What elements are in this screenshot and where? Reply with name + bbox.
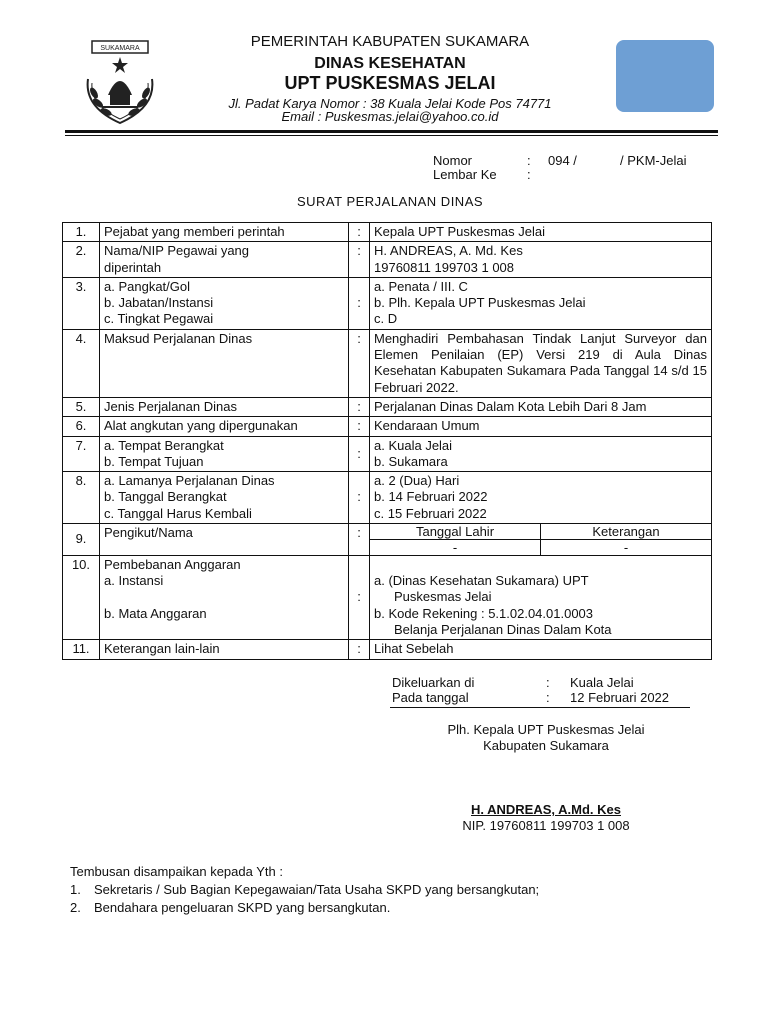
- nomor-label: Nomor: [433, 153, 473, 168]
- row-number: 6.: [63, 417, 100, 436]
- row-label-line: Nama/NIP Pegawai yang: [104, 243, 250, 259]
- row-colon: :: [349, 436, 370, 472]
- header-rule-thin: [65, 135, 718, 136]
- table-row: [63, 397, 712, 416]
- row-number: 7.: [63, 436, 100, 472]
- row-number: 8.: [63, 472, 100, 524]
- cc-item-text: Sekretaris / Sub Bagian Kepegawaian/Tata Usaha SKPD yang bersangkutan;: [94, 882, 540, 897]
- row-number: 5.: [63, 397, 100, 416]
- row-label: Alat angkutan yang dipergunakan: [100, 417, 349, 436]
- row-colon: :: [349, 417, 370, 436]
- table-row: [63, 472, 712, 524]
- nomor-value: 094 /: [548, 153, 577, 168]
- photo-placeholder: [616, 40, 714, 112]
- regency-logo: [70, 37, 170, 127]
- issued-place-colon: :: [546, 675, 550, 690]
- row-value-line: c. D: [374, 311, 398, 327]
- row-colon: :: [349, 524, 370, 556]
- row-number: 1.: [63, 223, 100, 242]
- followers-table: [370, 524, 711, 555]
- issued-place-label: Dikeluarkan di: [392, 675, 475, 690]
- cc-item-number: 2.: [70, 900, 81, 915]
- table-row: [63, 417, 712, 436]
- row-label-line: a. Pangkat/Gol: [104, 278, 190, 294]
- row-value: Perjalanan Dinas Dalam Kota Lebih Dari 8 Jam: [370, 397, 712, 416]
- spacer: [104, 590, 344, 606]
- signatory-position: Plh. Kepala UPT Puskesmas Jelai: [447, 722, 645, 737]
- government-name: PEMERINTAH KABUPATEN SUKAMARA: [250, 33, 530, 50]
- row-label-line: a. Lamanya Perjalanan Dinas: [104, 473, 275, 489]
- row-value: [370, 556, 712, 640]
- spacer: [374, 557, 707, 573]
- row-label-line: b. Mata Anggaran: [104, 605, 207, 621]
- row-value: [370, 436, 712, 472]
- nomor-suffix: / PKM-Jelai: [620, 153, 687, 168]
- row-number: 2.: [63, 242, 100, 278]
- row-label: [100, 472, 349, 524]
- column-header-birthdate: Tanggal Lahir: [370, 524, 541, 540]
- nomor-colon: :: [527, 153, 531, 168]
- row-value-line: a. Kuala Jelai: [374, 437, 453, 453]
- row-label-line: Pembebanan Anggaran: [104, 557, 241, 573]
- svg-text:SUKAMARA: SUKAMARA: [100, 45, 140, 52]
- lembar-colon: :: [527, 167, 531, 182]
- row-label: [100, 277, 349, 329]
- row-value-line: c. 15 Februari 2022: [374, 505, 487, 521]
- issued-place-value: Kuala Jelai: [570, 675, 634, 690]
- row-label-line: diperintah: [104, 259, 162, 275]
- row-value: Lihat Sebelah: [370, 640, 712, 659]
- header-rule-thick: [65, 130, 718, 133]
- agency-name: DINAS KESEHATAN: [314, 55, 466, 72]
- row-number: 10.: [63, 556, 100, 640]
- unit-name: UPT PUSKESMAS JELAI: [284, 73, 496, 93]
- row-value-line: a. (Dinas Kesehatan Sukamara) UPT: [374, 573, 589, 589]
- row-label-line: a. Tempat Berangkat: [104, 437, 224, 453]
- row-number: 9.: [63, 524, 100, 556]
- row-value-line: Belanja Perjalanan Dinas Dalam Kota: [394, 621, 612, 637]
- table-row: [63, 436, 712, 472]
- signatory-name: H. ANDREAS, A.Md. Kes: [471, 802, 621, 817]
- table-row: [63, 277, 712, 329]
- table-row: [63, 524, 712, 556]
- followers-row: [370, 540, 711, 556]
- signatory-region: Kabupaten Sukamara: [483, 738, 609, 753]
- travel-order-table: [62, 222, 712, 660]
- row-label: Keterangan lain-lain: [100, 640, 349, 659]
- cell-birthdate: -: [370, 540, 541, 556]
- table-row: [63, 640, 712, 659]
- row-colon: :: [349, 640, 370, 659]
- table-row: [63, 556, 712, 640]
- row-value-line: b. 14 Februari 2022: [374, 489, 488, 505]
- issued-date-label: Pada tanggal: [392, 690, 469, 705]
- cc-heading: Tembusan disampaikan kepada Yth :: [70, 864, 283, 879]
- row-value: Kendaraan Umum: [370, 417, 712, 436]
- row-label-line: b. Jabatan/Instansi: [104, 295, 214, 311]
- document-title: SURAT PERJALANAN DINAS: [296, 194, 484, 209]
- row-label-line: c. Tanggal Harus Kembali: [104, 505, 252, 521]
- cc-item-number: 1.: [70, 882, 81, 897]
- row-colon: :: [349, 223, 370, 242]
- row-label-line: c. Tingkat Pegawai: [104, 311, 214, 327]
- row-label: Jenis Perjalanan Dinas: [100, 397, 349, 416]
- issued-rule: [390, 707, 690, 708]
- row-value: [370, 524, 712, 556]
- row-value-line: Puskesmas Jelai: [394, 589, 492, 605]
- row-colon: :: [349, 277, 370, 329]
- row-value: [370, 277, 712, 329]
- row-value-line: a. 2 (Dua) Hari: [374, 473, 460, 489]
- table-row: [63, 329, 712, 397]
- row-number: 11.: [63, 640, 100, 659]
- address: Jl. Padat Karya Nomor : 38 Kuala Jelai Kode Pos 74771: [228, 96, 552, 111]
- row-value: [370, 472, 712, 524]
- signatory-nip: NIP. 19760811 199703 1 008: [462, 818, 630, 833]
- row-label: [100, 436, 349, 472]
- row-value-line: a. Penata / III. C: [374, 278, 468, 294]
- row-value-line: b. Sukamara: [374, 453, 448, 469]
- row-label-line: b. Tanggal Berangkat: [104, 489, 227, 505]
- row-number: 4.: [63, 329, 100, 397]
- employee-nip: 19760811 199703 1 008: [374, 259, 515, 275]
- row-value: [370, 242, 712, 278]
- row-colon: :: [349, 556, 370, 640]
- email: Email : Puskesmas.jelai@yahoo.co.id: [281, 109, 499, 124]
- row-value-line: b. Plh. Kepala UPT Puskesmas Jelai: [374, 295, 586, 311]
- row-colon: :: [349, 242, 370, 278]
- column-header-notes: Keterangan: [541, 524, 712, 540]
- row-label-text: a. Instansi: [104, 573, 164, 589]
- lembar-label: Lembar Ke: [433, 167, 497, 182]
- row-value: Menghadiri Pembahasan Tindak Lanjut Surveyor dan Elemen Penilaian (EP) Versi 219 di Aula Dinas Kesehatan Kabupaten Sukamara Pada Tanggal 14 s/d 15 Februari 2022.: [370, 329, 712, 397]
- row-colon: :: [349, 397, 370, 416]
- issued-date-colon: :: [546, 690, 550, 705]
- row-label-line: b. Tempat Tujuan: [104, 453, 204, 469]
- row-colon: :: [349, 329, 370, 397]
- row-value: Kepala UPT Puskesmas Jelai: [370, 223, 712, 242]
- table-row: [63, 223, 712, 242]
- row-label: Pejabat yang memberi perintah: [100, 223, 349, 242]
- table-row: [63, 242, 712, 278]
- row-value-line: b. Kode Rekening : 5.1.02.04.01.0003: [374, 605, 594, 621]
- row-colon: :: [349, 472, 370, 524]
- cc-item-text: Bendahara pengeluaran SKPD yang bersangkutan.: [94, 900, 391, 915]
- cell-notes: -: [541, 540, 712, 556]
- issued-date-value: 12 Februari 2022: [570, 690, 670, 705]
- employee-name: H. ANDREAS, A. Md. Kes: [374, 243, 523, 259]
- row-label: [100, 556, 349, 640]
- row-label-line: [104, 573, 344, 589]
- row-label: Pengikut/Nama: [100, 524, 349, 556]
- followers-header-row: [370, 524, 711, 540]
- row-label: [100, 242, 349, 278]
- row-label: Maksud Perjalanan Dinas: [100, 329, 349, 397]
- row-number: 3.: [63, 277, 100, 329]
